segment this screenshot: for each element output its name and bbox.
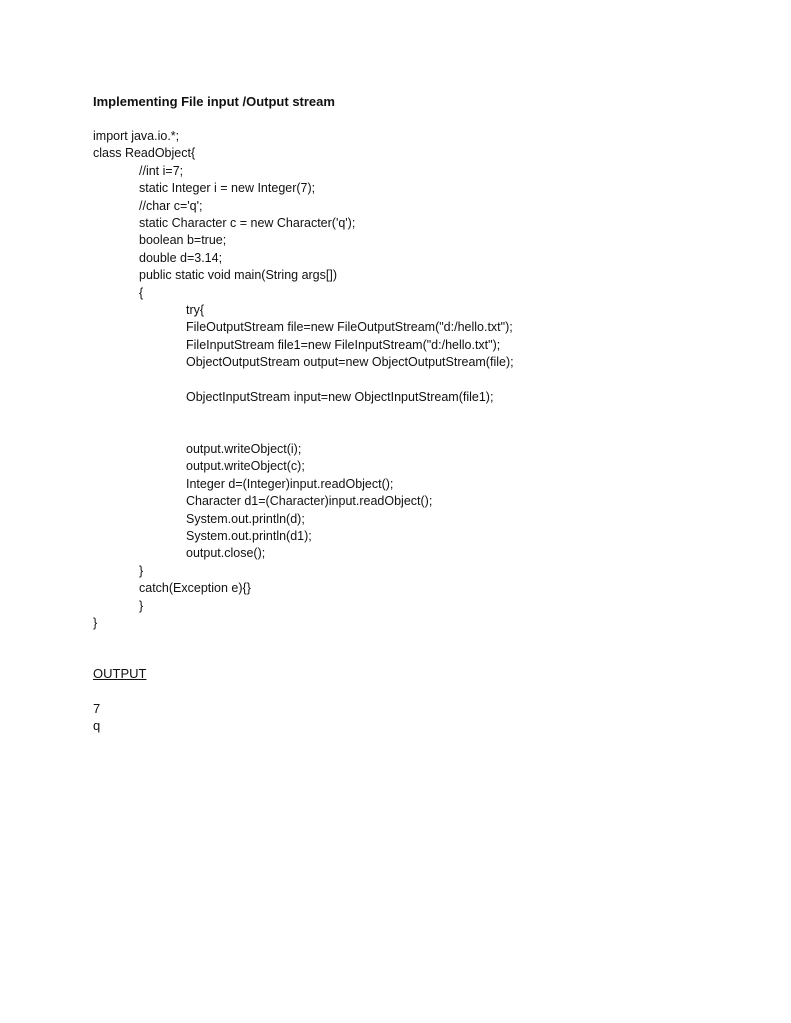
output-heading: OUTPUT: [93, 666, 147, 681]
document-title: Implementing File input /Output stream: [93, 94, 335, 109]
output-lines: [93, 700, 100, 735]
code-line: static Integer i = new Integer(7);: [139, 181, 316, 196]
code-line: public static void main(String args[]): [139, 268, 337, 283]
code-line: boolean b=true;: [139, 233, 227, 248]
code-line: ObjectOutputStream output=new ObjectOutputStream(file);: [186, 355, 514, 370]
code-line: [93, 406, 514, 423]
code-line: catch(Exception e){}: [139, 581, 251, 596]
code-line: }: [139, 598, 144, 613]
code-line: System.out.println(d);: [186, 511, 305, 526]
code-line: import java.io.*;: [93, 129, 180, 143]
code-line: output.close();: [186, 546, 266, 561]
code-line: class ReadObject{: [93, 146, 196, 161]
code-line: try{: [186, 302, 205, 317]
code-line: }: [93, 615, 98, 630]
code-line: {: [139, 285, 144, 300]
code-line: static Character c = new Character('q');: [139, 215, 356, 230]
code-line: [93, 371, 514, 388]
code-line: Integer d=(Integer)input.readObject();: [186, 476, 394, 491]
code-line: System.out.println(d1);: [186, 528, 312, 543]
code-line: output.writeObject(i);: [186, 442, 302, 457]
code-line: [93, 424, 514, 441]
output-line: q: [93, 718, 101, 734]
code-line: //int i=7;: [139, 163, 184, 178]
code-line: ObjectInputStream input=new ObjectInputStream(file1);: [186, 389, 494, 404]
code-line: double d=3.14;: [139, 250, 223, 265]
code-line: //char c='q';: [139, 198, 203, 213]
code-listing: [93, 128, 514, 632]
output-line: 7: [93, 701, 101, 716]
code-line: FileOutputStream file=new FileOutputStream("d:/hello.txt");: [186, 320, 513, 335]
code-line: output.writeObject(c);: [186, 459, 305, 474]
code-line: Character d1=(Character)input.readObject();: [186, 494, 433, 509]
code-line: FileInputStream file1=new FileInputStream("d:/hello.txt");: [186, 337, 501, 352]
code-line: }: [139, 563, 144, 578]
